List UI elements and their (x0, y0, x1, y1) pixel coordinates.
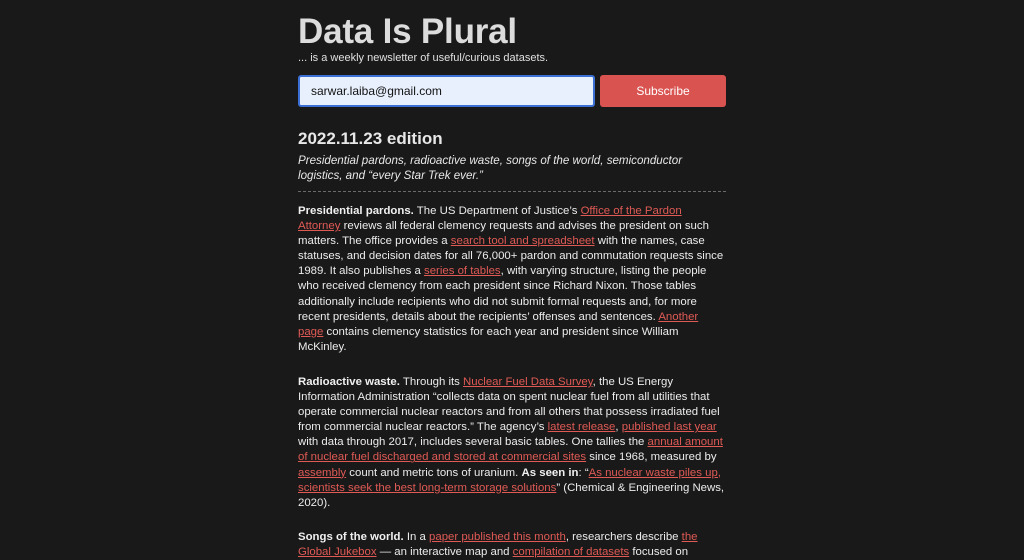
edition-summary: Presidential pardons, radioactive waste, songs of the world, semiconductor logistics, and “every Star Trek ever.” (298, 154, 683, 182)
link-global-jukebox[interactable]: the Global Jukebox (298, 531, 698, 559)
edition-title: 2022.11.23 edition (298, 129, 443, 148)
entry-text: , researchers describe (565, 531, 682, 543)
link-paper-published[interactable]: paper published this month (429, 531, 566, 543)
email-input[interactable] (298, 75, 595, 107)
link-compilation-of-datasets[interactable]: compilation of datasets (512, 546, 630, 559)
link-search-tool-spreadsheet[interactable]: search tool and spreadsheet (450, 235, 595, 248)
link-series-of-tables[interactable]: series of tables (424, 265, 501, 278)
link-annual-nuclear-fuel-discharged[interactable]: annual amount of nuclear fuel discharged and stored at commercial sites (298, 436, 723, 464)
entry-heading: Songs of the world. (298, 531, 404, 543)
site-title: Data Is Plural (298, 12, 517, 51)
entry-text: The US Department of Justice’s (413, 205, 581, 217)
entry-text: reviews all federal clemency requests and advises the president on such matters. The office provides a (298, 220, 709, 248)
entry-text: , with varying structure, listing the people who received clemency from each president since Richard Nixon. Those tables additionally include recipients who did not submit formal requests and, for more recent presidents, details about the recipients’ offenses and sentences. (298, 265, 707, 323)
link-nuclear-fuel-data-survey[interactable]: Nuclear Fuel Data Survey (463, 376, 593, 388)
entry-text: Through its (399, 376, 464, 388)
entry-text: with data through 2017, includes several basic tables. One tallies the (298, 436, 648, 449)
link-published-last-year[interactable]: published last year (621, 421, 717, 434)
subscribe-button[interactable]: Subscribe (600, 75, 726, 107)
link-nuclear-waste-article[interactable]: As nuclear waste piles up, scientists seek the best long-term storage solutions (298, 466, 721, 494)
entry-text: — an interactive map and (376, 546, 513, 559)
entry-heading: Radioactive waste. (298, 376, 400, 388)
entry-text: , (615, 421, 622, 434)
link-latest-release[interactable]: latest release (547, 421, 616, 434)
entry-text: ” (Chemical & Engineering News, 2020). (298, 481, 725, 509)
entry-text: since 1968, measured by (586, 451, 717, 464)
entry-songs-of-the-world (298, 530, 726, 560)
entry-radioactive-waste (298, 375, 726, 511)
entry-text: : “ (578, 466, 589, 479)
link-another-page[interactable]: Another page (298, 310, 699, 338)
entry-text: count and metric tons of uranium. (346, 466, 522, 479)
entry-heading: Presidential pardons. (298, 205, 414, 217)
entry-presidential-pardons (298, 204, 726, 355)
link-assembly[interactable]: assembly (298, 466, 347, 479)
link-office-of-pardon-attorney[interactable]: Office of the Pardon Attorney (298, 205, 682, 233)
site-tagline: ... is a weekly newsletter of useful/curious datasets. (298, 52, 549, 64)
entry-text: In a (403, 531, 430, 543)
seen-in-label: As seen in (521, 466, 579, 479)
entry-text: contains clemency statistics for each year and president since William McKinley. (298, 325, 679, 353)
entry-text: focused on (629, 546, 689, 559)
divider (298, 191, 726, 192)
entry-text: with the names, case statuses, and decision dates for all 76,000+ pardon and commutation requests since 1989. It also publishes a (298, 235, 724, 278)
entry-text: , the US Energy Information Administration “collects data on spent nuclear fuel from all utilities that operate commercial nuclear reactors and from all others that possess irradiated fuel from commercial nuclear reactors.” The agency’s (298, 376, 720, 434)
